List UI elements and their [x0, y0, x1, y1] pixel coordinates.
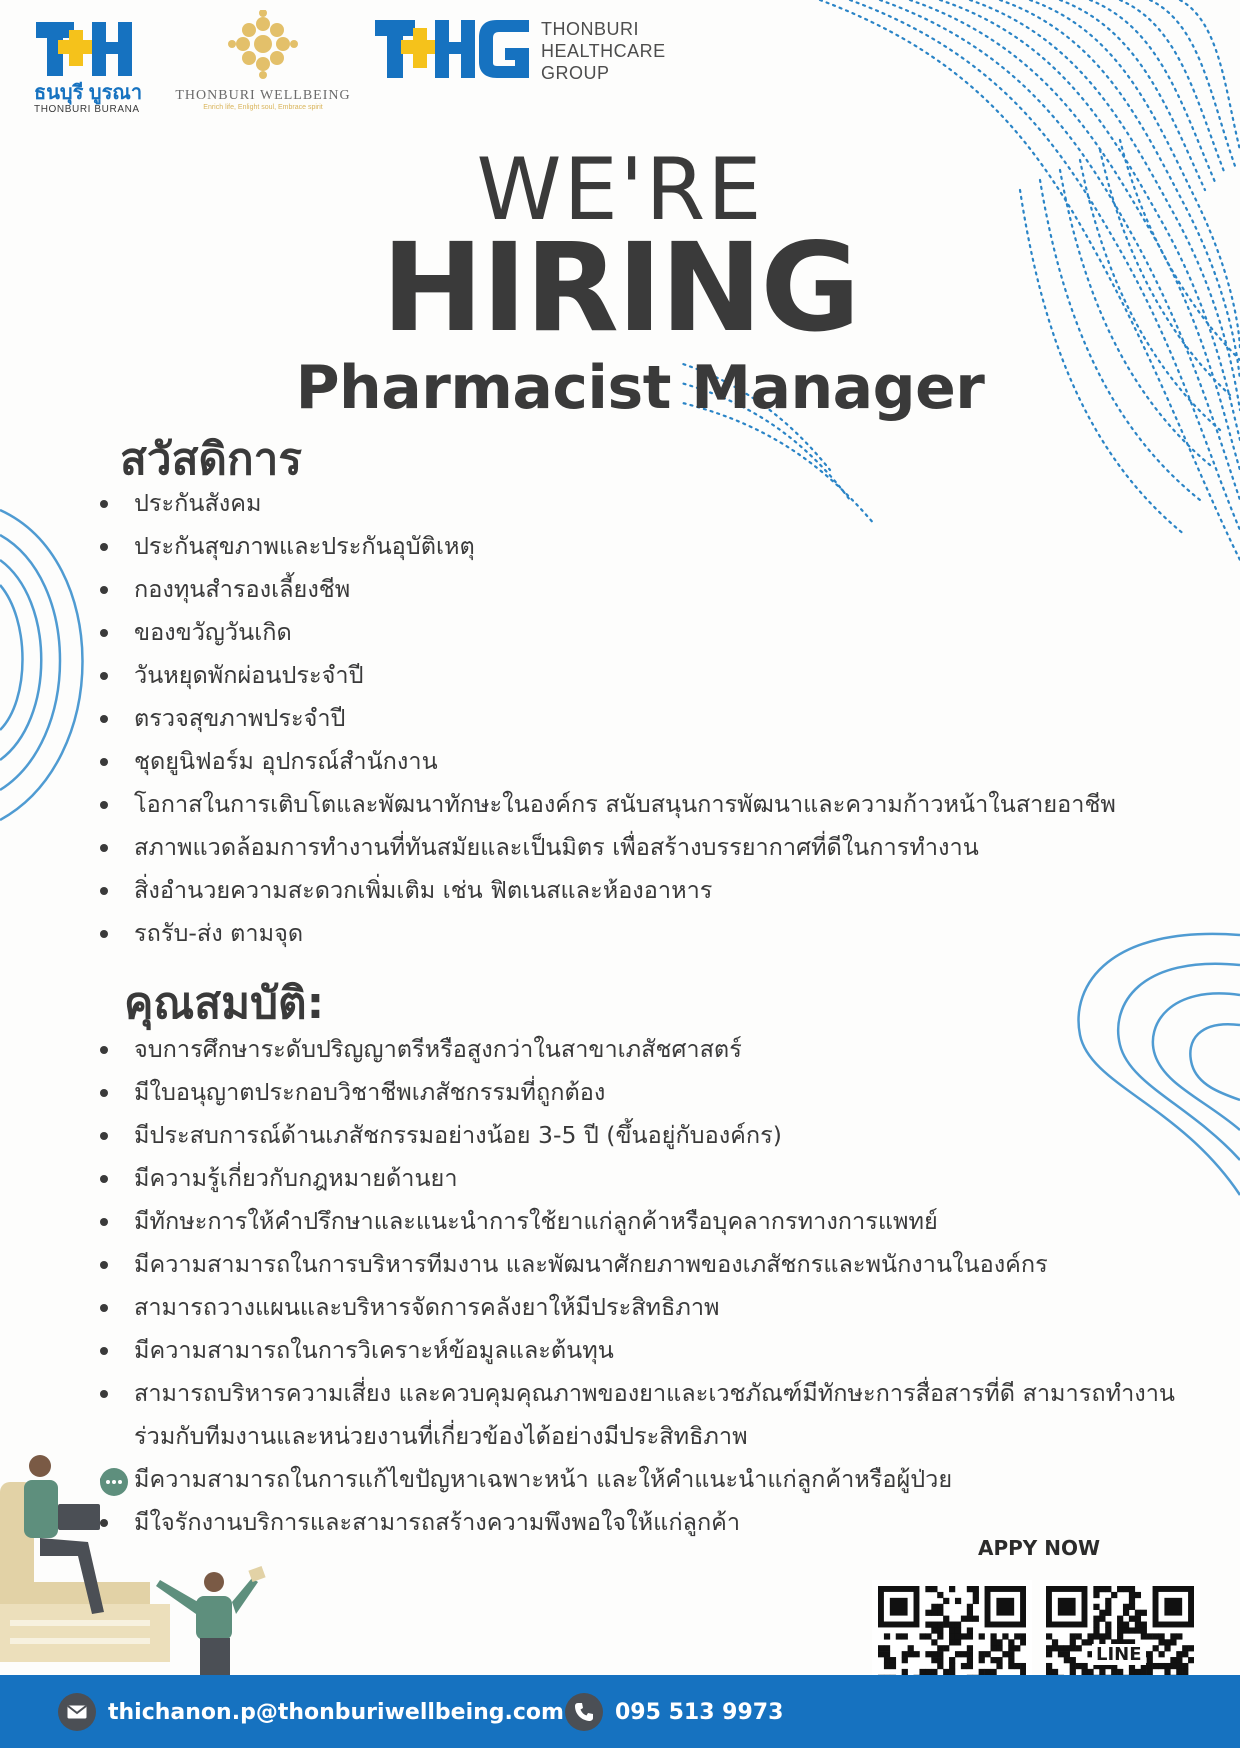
burana-english-name: THONBURI BURANA [34, 104, 140, 115]
benefit-item: ตรวจสุขภาพประจำปี [96, 697, 1176, 740]
qualification-item: จบการศึกษาระดับปริญญาตรีหรือสูงกว่าในสาขาเภสัชศาสตร์ [96, 1028, 1176, 1071]
phone-contact[interactable] [565, 1690, 783, 1734]
qualification-item: มีความรู้เกี่ยวกับกฎหมายด้านยา [96, 1157, 1176, 1200]
thg-logo-icon [373, 18, 533, 82]
benefit-item: สิ่งอำนวยความสะดวกเพิ่มเติม เช่น ฟิตเนสและห้องอาหาร [96, 869, 1176, 912]
apply-now-label: APPY NOW [978, 1536, 1101, 1560]
qualification-item: มีความสามารถในการบริหารทีมงาน และพัฒนาศักยภาพของเภสัชกรและพนักงานในองค์กร [96, 1243, 1176, 1286]
hiring-heading: HIRING [381, 217, 859, 359]
benefit-item: ชุดยูนิฟอร์ม อุปกรณ์สำนักงาน [96, 740, 1176, 783]
thg-line-1: THONBURI [541, 19, 639, 39]
benefit-item: รถรับ-ส่ง ตามจุด [96, 912, 1176, 955]
th-logo-icon [34, 16, 134, 80]
people-illustration [0, 1452, 270, 1677]
benefits-title: สวัสดิการ [120, 434, 302, 485]
wellbeing-tagline: Enrich life, Enlight soul, Embrace spirit [203, 104, 323, 111]
left-line-decoration [0, 490, 110, 830]
benefit-item: ของขวัญวันเกิด [96, 611, 1176, 654]
thonburi-burana-logo [34, 16, 154, 116]
thonburi-wellbeing-logo [168, 10, 358, 111]
wellbeing-name: THONBURI WELLBEING [175, 88, 351, 103]
benefit-item: โอกาสในการเติบโตและพัฒนาทักษะในองค์กร สนับสนุนการพัฒนาและความก้าวหน้าในสายอาชีพ [96, 783, 1176, 826]
lotus-flower-icon [168, 10, 358, 82]
qualification-item: สามารถวางแผนและบริหารจัดการคลังยาให้มีประสิทธิภาพ [96, 1286, 1176, 1329]
benefit-item: ประกันสังคม [96, 482, 1176, 525]
were-heading: WE'RE [476, 140, 764, 240]
thg-line-2: HEALTHCARE [541, 41, 666, 61]
line-label: LINE [1092, 1644, 1146, 1665]
qualification-item: มีใจรักงานบริการและสามารถสร้างความพึงพอใจให้แก่ลูกค้า [96, 1501, 1176, 1544]
burana-thai-name: ธนบุรี บูรณา [34, 82, 143, 104]
qualification-item: มีความสามารถในการวิเคราะห์ข้อมูลและต้นทุน [96, 1329, 1176, 1372]
benefit-item: สภาพแวดล้อมการทำงานที่ทันสมัยและเป็นมิตร เพื่อสร้างบรรยากาศที่ดีในการทำงาน [96, 826, 1176, 869]
benefit-item: ประกันสุขภาพและประกันอุบัติเหตุ [96, 525, 1176, 568]
qualifications-title: คุณสมบัติ: [124, 978, 325, 1029]
benefits-list [96, 482, 1176, 955]
qualification-item: มีทักษะการให้คำปรึกษาและแนะนำการใช้ยาแก่ลูกค้าหรือบุคลากรทางการแพทย์ [96, 1200, 1176, 1243]
phone-icon [565, 1693, 603, 1731]
email-address[interactable]: thichanon.p@thonburiwellbeing.com [108, 1699, 564, 1725]
qualification-item: มีใบอนุญาตประกอบวิชาชีพเภสัชกรรมที่ถูกต้อง [96, 1071, 1176, 1114]
email-contact[interactable] [58, 1690, 564, 1734]
benefit-item: วันหยุดพักผ่อนประจำปี [96, 654, 1176, 697]
mail-icon [58, 1693, 96, 1731]
thonburi-healthcare-group-logo [373, 18, 693, 82]
qualification-item: มีความสามารถในการแก้ไขปัญหาเฉพาะหน้า และให้คำแนะนำแก่ลูกค้าหรือผู้ป่วย [96, 1458, 1176, 1501]
phone-number[interactable]: 095 513 9973 [615, 1699, 784, 1725]
job-title: Pharmacist Manager [295, 353, 985, 423]
thg-wordmark [541, 18, 666, 84]
qualification-item: มีประสบการณ์ด้านเภสัชกรรมอย่างน้อย 3-5 ปี (ขึ้นอยู่กับองค์กร) [96, 1114, 1176, 1157]
benefit-item: กองทุนสำรองเลี้ยงชีพ [96, 568, 1176, 611]
qualification-item: สามารถบริหารความเสี่ยง และควบคุมคุณภาพของยาและเวชภัณฑ์มีทักษะการสื่อสารที่ดี สามารถทำงานร่วมกับทีมงานและหน่วยงานที่เกี่ยวข้องได้อย่างมีประสิทธิภาพ [96, 1372, 1176, 1458]
thg-line-3: GROUP [541, 63, 610, 83]
